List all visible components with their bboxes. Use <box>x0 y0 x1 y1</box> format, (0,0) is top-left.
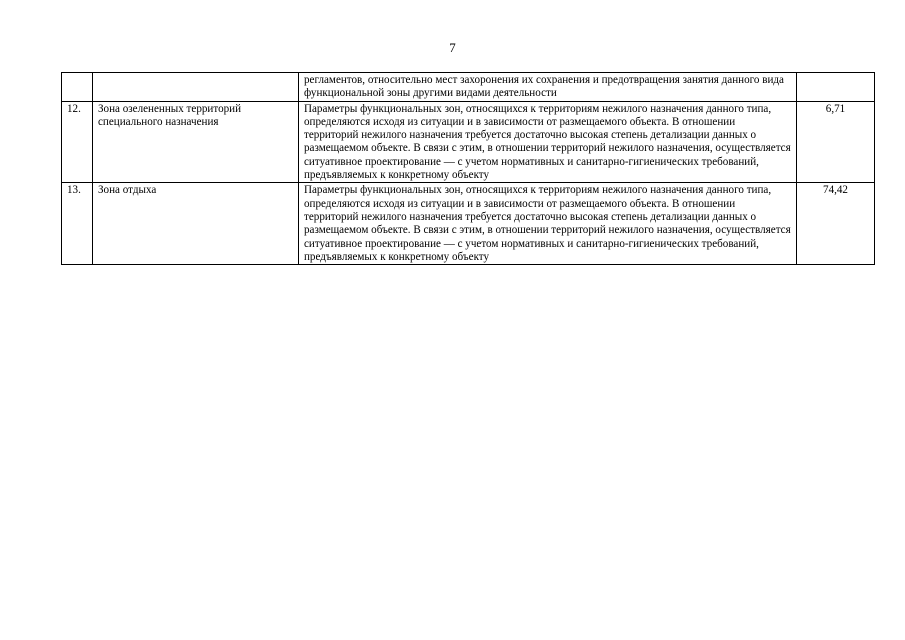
table-row <box>62 183 875 265</box>
zone-area-cell: 6,71 <box>797 101 875 183</box>
page-number: 7 <box>449 40 456 55</box>
zone-description-cell: Параметры функциональных зон, относящихся к территориям нежилого назначения данного типа, определяются исходя из ситуации и в зависимости от размещаемого объекта. В отношении территорий нежилого назначения требуется достаточно высокая степень детализации данных о размещаемом объекте. В связи с этим, в отношении территорий нежилого назначения, осуществляется ситуативное проектирование — с учетом нормативных и санитарно-гигиенических требований, предъявляемых к конкретному объекту <box>299 101 797 183</box>
zone-number-cell: 13. <box>62 183 93 265</box>
zone-description-cell: Параметры функциональных зон, относящихся к территориям нежилого назначения данного типа, определяются исходя из ситуации и в зависимости от размещаемого объекта. В отношении территорий нежилого назначения требуется достаточно высокая степень детализации данных о размещаемом объекте. В связи с этим, в отношении территорий нежилого назначения, осуществляется ситуативное проектирование — с учетом нормативных и санитарно-гигиенических требований, предъявляемых к конкретному объекту <box>299 183 797 265</box>
zones-table <box>61 72 875 265</box>
zone-number-cell <box>62 73 93 102</box>
table-row-continuation <box>62 73 875 102</box>
zone-description-cell: регламентов, относительно мест захоронения их сохранения и предотвращения занятия данного вида функциональной зоны другими видами деятельности <box>299 73 797 102</box>
zone-area-cell <box>797 73 875 102</box>
zone-name-cell: Зона озелененных территорий специального назначения <box>93 101 299 183</box>
zone-area-cell: 74,42 <box>797 183 875 265</box>
zone-name-cell: Зона отдыха <box>93 183 299 265</box>
table-row <box>62 101 875 183</box>
zone-number-cell: 12. <box>62 101 93 183</box>
zone-name-cell <box>93 73 299 102</box>
